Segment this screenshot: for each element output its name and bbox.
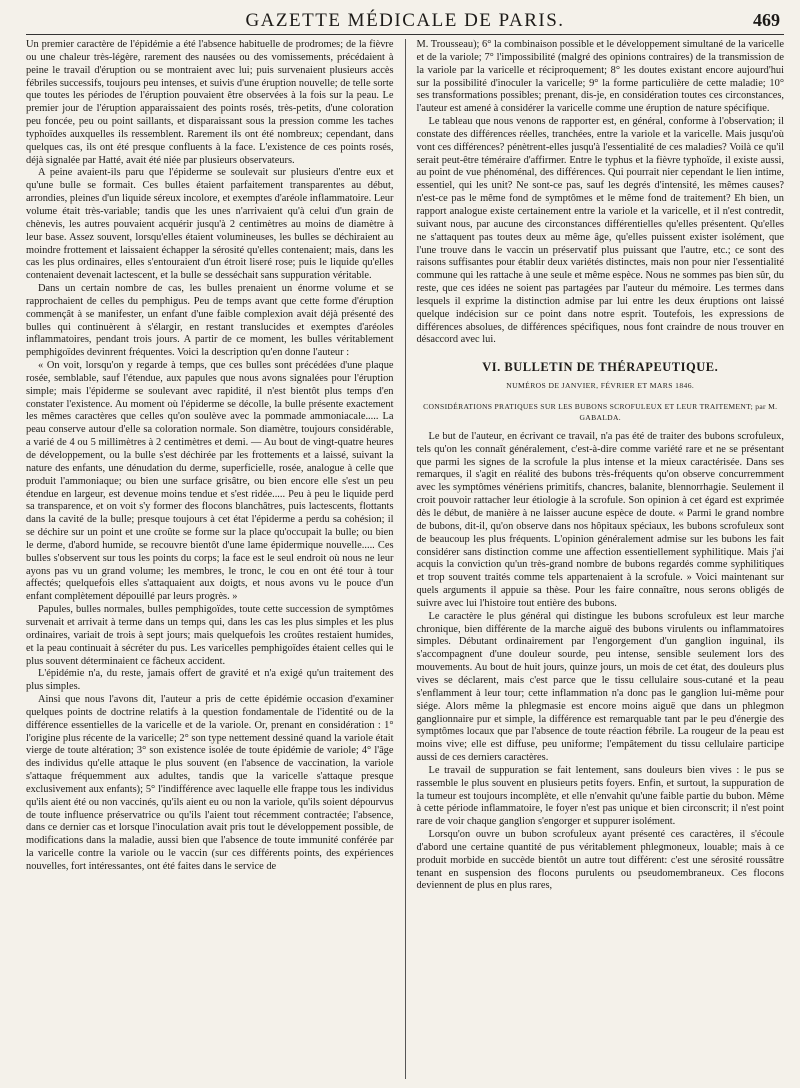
paragraph: M. Trousseau); 6° la combinaison possible et le développement simultané de la varicelle et de la variole; 7° l'impossibilité (malgré des opinions contraires) de la transmission de la variole par la varicelle et réciproquement; 8° les doutes existant encore aujourd'hui sur la possibilité d'inoculer la varicelle; 9° la forme particulière de cette maladie; 10° ses transformations possibles; prenant, dis-je, en considération toutes ces circonstances, l'auteur est amené à considérer la varicelle comme une éruption de nature spécifique. bbox=[416, 39, 784, 115]
article-title: CONSIDÉRATIONS PRATIQUES SUR LES BUBONS SCROFULEUX ET LEUR TRAITEMENT; par M. GABALDA. bbox=[423, 401, 778, 422]
paragraph: Papules, bulles normales, bulles pemphigoïdes, toute cette succession de symptômes survenait et arrivait à terme dans un temps qui, dans les cas les plus simples et les plus ordinaires, variait de trois à sept jours; mais quelquefois les croûtes restaient humides, et la peau continuait à sécréter du pus. Les varicelles pemphigoïdes étaient celles qui le plus souvent déterminaient ce fâcheux accident. bbox=[26, 604, 394, 667]
page-number: 469 bbox=[753, 10, 780, 30]
paragraph: « On voit, lorsqu'on y regarde à temps, que ces bulles sont précédées d'une plaque rosée, semblable, sauf l'étendue, aux papules que nous avons signalées pour l'éruption simple; mais l'épiderme se soulevant avec rapidité, il n'est bientôt plus temps d'en constater l'existence. Au moment où l'épiderme se décolle, la bulle présente exactement les mêmes caractères que celles qu'on soulève avec la pommade ammoniacale..... La peau conserve autour d'elle sa coloration normale. Son diamètre, toujours considérable, a varié de 4 ou 5 millimètres à 2 centimètres et demi. — Au bout de vingt-quatre heures de développement, ou la bulle s'est déchirée par les frottements et a laissé, suivant la nature des enfants, une dénudation du derme, superficielle, rosée, analogue à celle que produit l'ammoniaque; ou bien une surface grisâtre, ou bien encore elle s'est un peu étendue en largeur, est devenue moins tendue et s'est ridée..... Peu à peu le liquide perd sa transparence, et on voit s'y former des flocons blanchâtres, puis lactescents, flottants dans la cavité de la bulle; presque toujours à cet état l'épiderme a perdu sa cohésion; il se déchire sur un point et une croûte se forme sur la place qu'occupait la bulle; ou bien le derme, d'abord humide, se recouvre bientôt d'une lame épidermique nouvelle..... Ces bulles s'observent sur tous les points du corps; la face est le seul endroit où nous ne leur ayons pas vu un grand volume; les membres, le tronc, le cou en ont été tour à tour affectés; quelquefois elles s'attaquaient aux doigts, et nous avons vu le pouce d'un enfant complètement dépouillé par leurs progrès. » bbox=[26, 360, 394, 603]
paragraph: Lorsqu'on ouvre un bubon scrofuleux ayant présenté ces caractères, il s'écoule d'abord une certaine quantité de pus véritablement phlegmoneux, louable; mais à ce produit morbide en succède bientôt un autre tout différent: c'est une sérosité roussâtre tenant en suspension des flocons purulents ou pseudomembraneux. Ces flocons deviennent de plus en plus rares, bbox=[416, 829, 784, 892]
page-header bbox=[26, 8, 784, 35]
section-heading: VI. BULLETIN DE THÉRAPEUTIQUE. bbox=[482, 360, 719, 375]
paragraph: Le travail de suppuration se fait lentement, sans douleurs bien vives : le pus se rassemble le plus souvent en plusieurs petits foyers. Enfin, et surtout, la suppuration de la tumeur est toujours incomplète, et elle n'envahit qu'une faible partie du bubon. Même à cette période inflammatoire, le foyer n'est pas unique et bien circonscrit; il n'est point rare de voir chaque ganglion s'engorger et suppurer isolément. bbox=[416, 764, 784, 828]
paragraph: Un premier caractère de l'épidémie a été l'absence habituelle de prodromes; de la fièvre ou une chaleur très-légère, rarement des nausées ou des vomissements, précédaient à peine le travail d'éruption ou se montraient avec lui; puis survenaient plusieurs accès fébriles successifs, toujours peu intenses, et suivis d'une éruption nouvelle; de telle sorte que toutes les périodes de l'éruption pouvaient être observées à la fois sur la peau. Le premier jour de l'éruption apparaissaient des points rosés, très-petits, d'une coloration peu foncée, peu ou point saillants, et disparaissant sous la pression comme les taches typhoïdes auxquelles ils ressemblent. Rarement ils ont été nombreux; cependant, dans quelques cas, ils ont été presque confluents à la face. L'existence de ces points rosés, déjà signalée par Hatté, avait été niée par plusieurs observateurs. bbox=[26, 39, 394, 166]
left-column bbox=[26, 39, 394, 1079]
right-column bbox=[416, 39, 784, 1079]
issue-numbers-line: NUMÉROS DE JANVIER, FÉVRIER ET MARS 1846. bbox=[506, 381, 695, 391]
paragraph: Le caractère le plus général qui distingue les bubons scrofuleux est leur marche chronique, bien différente de la marche aiguë des bubons virulents ou inflammatoires simples. Débutant ordinairement par l'engorgement d'un ganglion inguinal, ils s'accompagnent d'une douleur sourde, peu intense, sensible seulement lors des mouvements. Au bout de huit jours, quinze jours, un mois de cet état, des douleurs plus vives se déclarent, mais c'est parce que le tissu cellulaire sous-cutané et la peau s'enflamment à leur tour; cette inflammation n'a donc pas le ganglion lui-même pour siége. Alors même la phlegmasie est encore moins aiguë que dans un phlegmon ganglionnaire pur et simple, la différence est remarquable tant par le peu d'énergie des symptômes locaux que par l'absence de toute réaction fébrile. La rougeur de la peau est moins vive; elle est diffuse, peu uniforme; l'empâtement du tissu cellulaire participe aussi de ces derniers caractères. bbox=[416, 610, 784, 764]
paragraph: Le but de l'auteur, en écrivant ce travail, n'a pas été de traiter des bubons scrofuleux, tels qu'on les connaît généralement, c'est-à-dire comme variété rare et ne se présentant que parmi les signes de la scrofule la plus intense et la mieux caractérisée. Dans ses remarques, il s'agit en réalité des bubons très-fréquents qu'on observe concurremment avec les symptômes vénériens primitifs, chancres, balanite, blennorrhagie. Seulement il croit pouvoir rattacher leur étiologie à la scrofule. Son opinion à cet égard est exprimée dès le début, de manière à ne laisser aucune espèce de doute. « Parmi le grand nombre de bubons, dit-il, qu'on observe dans nos hôpitaux spéciaux, les bubons scrofuleux sont de beaucoup les plus fréquents. L'opinion généralement admise sur les bubons les fait considérer sans distinction comme une affection essentiellement syphilitique. Mais j'ai acquis la conviction qu'un très-grand nombre de bubons regardés comme syphilitiques et trop souvent traités comme tels appartenaient à la scrofule. » Voici maintenant sur quels arguments il appuie sa thèse. Pour les faire connaître, nous serons obligés de suivre avec lui l'histoire tout entière des bubons. bbox=[416, 430, 784, 609]
column-divider bbox=[405, 39, 406, 1079]
paragraph: Ainsi que nous l'avons dit, l'auteur a pris de cette épidémie occasion d'examiner quelques points de doctrine relatifs à la question fondamentale de l'identité ou de la différence essentielles de la varicelle et de la variole. Or, prenant en considération : 1° l'origine plus récente de la varicelle; 2° son type nettement dessiné quand la variole était vierge de toute altération; 3° son existence isolée de toute épidémie de variole; 4° l'âge des individus qu'elle attaque le plus souvent (en l'absence de vaccination, la variole s'attaque fréquemment aux adultes, tandis que la varicelle s'attaque presque exclusivement aux enfants); 5° l'indifférence avec laquelle elle frappe tous les individus qu'ils aient été ou non vaccinés, qu'ils aient eu ou non la variole, qu'ils soient dépourvus de toute influence préservatrice ou qu'ils l'aient tout récemment contractée; l'absence, dans ce dernier cas et lorsque l'inoculation avait pris tout le développement possible, de modifications dans la maladie, aussi bien que l'absence de toute immunité conférée par la varicelle contre la variole ou le vaccin (sur ces différents points, des expériences nouvelles, fort intéressantes, ont été faites dans le service de bbox=[26, 694, 394, 872]
paragraph: Dans un certain nombre de cas, les bulles prenaient un énorme volume et se rapprochaient de celles du pemphigus. Peu de temps avant que cette forme d'éruption commençât à se manifester, un enfant d'une faible complexion avait déjà présenté des bulles qui continuèrent à s'élargir, en restant translucides et exemptes d'aréoles inflammatoires, pendant trois jours. A partir de ce moment, les bulles véritablement pemphigoïdes devinrent fréquentes. Voici la description qu'en donne l'auteur : bbox=[26, 283, 394, 359]
paragraph: A peine avaient-ils paru que l'épiderme se soulevait sur plusieurs d'entre eux et qu'une bulle se formait. Ces bulles étaient parfaitement transparentes au début, arrondies, pleines d'un liquide séreux incolore, et exemptes d'aréole inflammatoire. Leur volume était très-variable; tandis que les unes n'arrivaient qu'à celui d'un grain de chènevis, les autres pouvaient acquérir jusqu'à 2 centimètres au moins de diamètre à leur base. Assez souvent, lorsqu'elles étaient volumineuses, les bulles se déchiraient au moindre frottement et laissaient échapper la sérosité qu'elles contenaient; mais, dans les cas les plus ordinaires, elles s'entouraient d'un étroit liseré rose; puis le liquide qu'elles contenaient devenait lactescent, et la bulle se desséchait sans suppuration véritable. bbox=[26, 167, 394, 282]
text-columns bbox=[26, 39, 784, 1079]
paragraph: Le tableau que nous venons de rapporter est, en général, conforme à l'observation; il constate des différences réelles, tranchées, entre la variole et la varicelle. Mais jusqu'où vont ces différences? pénètrent-elles jusqu'à l'essentialité de ces maladies? Voilà ce qu'il serait peut-être téméraire d'affirmer. Entre le typhus et la fièvre typhoïde, il existe aussi, au point de vue phénoménal, des différences. Qui pourrait nier cependant le lien intime, essentiel, qui les unit? Ne sont-ce pas, sauf les degrés d'intensité, les mêmes causes? n'est-ce pas le même fond de symptômes et le même fond de traitement? Eh bien, un rapport analogue existe certainement entre la variole et la varicelle, et il n'est contredit, suivant nous, par aucune des circonstances différentielles qu'elles présentent. Qu'elles ne s'attaquent pas toutes deux au même âge, qu'elles puissent exister isolément, que l'une trouve dans le vaccin un préservatif plus puissant que l'autre, etc.; ce sont des raisons suffisantes pour établir deux variétés distinctes, mais non pour nier l'essentialité commune qui les rattache à une seule et même espèce. Nous ne sommes pas bien sûr, du reste, que ces idées ne soient pas partagées par l'auteur du mémoire. Les termes dans lesquels il exprime la distinction admise par lui entre les deux éruptions ont laissé quelque indécision sur ce point dans notre esprit. Toutefois, les expressions de différences absolues, de différences spécifiques, nous font craindre de nous trouver en désaccord avec lui. bbox=[416, 116, 784, 346]
journal-title: GAZETTE MÉDICALE DE PARIS. bbox=[245, 10, 565, 31]
paragraph: L'épidémie n'a, du reste, jamais offert de gravité et n'a exigé qu'un traitement des plus simples. bbox=[26, 668, 394, 693]
